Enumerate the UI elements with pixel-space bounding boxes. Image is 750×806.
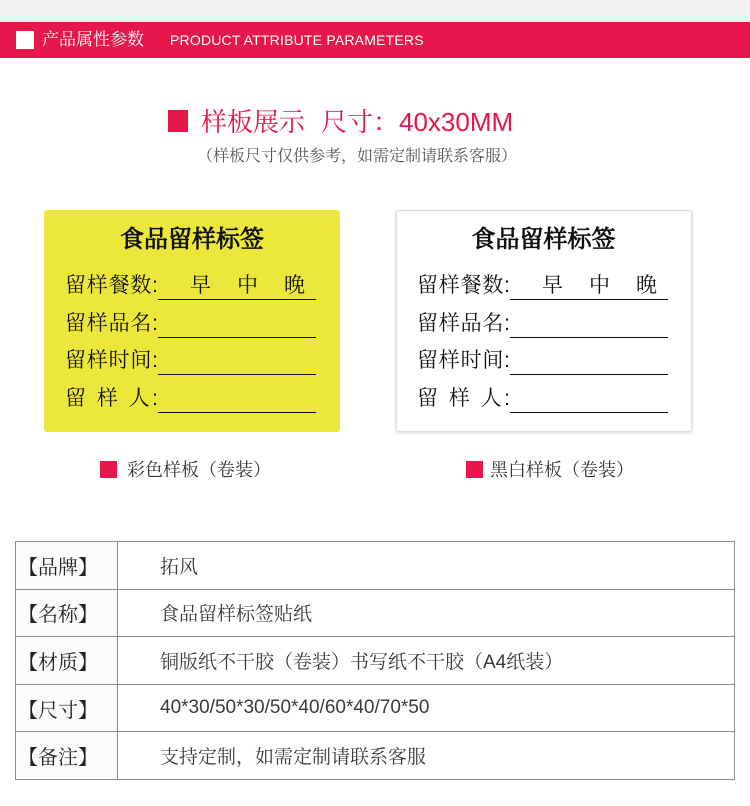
row-field — [510, 310, 668, 338]
label-row — [65, 306, 340, 344]
row-label: 留样品名: — [65, 311, 158, 335]
spec-table — [15, 541, 735, 780]
label-row — [65, 268, 340, 306]
table-row — [16, 542, 735, 590]
row-label: 留样时间: — [65, 349, 158, 372]
row-label: 留样餐数: — [417, 274, 510, 297]
label-row — [417, 306, 691, 344]
section-header-bar — [0, 22, 750, 58]
row-label: 留样餐数: — [65, 274, 158, 297]
spec-key: 【材质】 — [16, 637, 118, 685]
row-field — [158, 347, 316, 375]
caption-square-icon — [466, 461, 483, 478]
header-square-icon — [16, 31, 34, 49]
row-field: 早 中 晚 — [158, 272, 316, 300]
table-row — [16, 684, 735, 732]
spec-value: 40*30/50*30/50*40/60*40/70*50 — [118, 684, 735, 732]
spec-key: 【名称】 — [16, 589, 118, 637]
caption-square-icon — [100, 461, 117, 478]
caption-text: 黑白样板（卷装） — [490, 460, 634, 480]
row-field — [510, 385, 668, 413]
spec-value: 支持定制，如需定制请联系客服 — [118, 732, 735, 780]
spec-value: 拓风 — [118, 542, 735, 590]
label-row — [65, 343, 340, 381]
sample-size: 尺寸：40x30MM — [321, 107, 514, 137]
row-field — [158, 385, 316, 413]
spec-key: 【品牌】 — [16, 542, 118, 590]
row-field: 早 中 晚 — [510, 272, 668, 300]
section-title-cn: 产品属性参数 — [42, 30, 144, 49]
heading-square-icon — [168, 110, 188, 132]
row-label: 留样品名: — [417, 311, 510, 335]
section-title-en: PRODUCT ATTRIBUTE PARAMETERS — [170, 32, 424, 48]
row-label: 留 样 人: — [65, 386, 158, 410]
row-label: 留样时间: — [417, 349, 510, 372]
caption-text: 彩色样板（卷装） — [127, 460, 271, 480]
table-row — [16, 589, 735, 637]
spec-value: 食品留样标签贴纸 — [118, 589, 735, 637]
top-band — [0, 0, 750, 22]
row-label: 留 样 人: — [417, 386, 510, 410]
label-title: 食品留样标签 — [471, 226, 616, 253]
table-row — [16, 732, 735, 780]
sample-note: （样板尺寸仅供参考，如需定制请联系客服） — [197, 148, 518, 165]
table-row — [16, 637, 735, 685]
label-row — [417, 343, 691, 381]
label-title: 食品留样标签 — [120, 226, 264, 253]
sample-title: 样板展示 — [201, 107, 306, 137]
label-row — [417, 268, 691, 306]
label-row — [417, 381, 691, 419]
label-row — [65, 381, 340, 419]
label-sample-bw — [396, 210, 692, 432]
row-field — [510, 347, 668, 375]
row-field — [158, 310, 316, 338]
spec-key: 【尺寸】 — [16, 684, 118, 732]
spec-key: 【备注】 — [16, 732, 118, 780]
label-sample-color — [44, 210, 340, 432]
spec-value: 铜版纸不干胶（卷装）书写纸不干胶（A4纸装） — [118, 637, 735, 685]
